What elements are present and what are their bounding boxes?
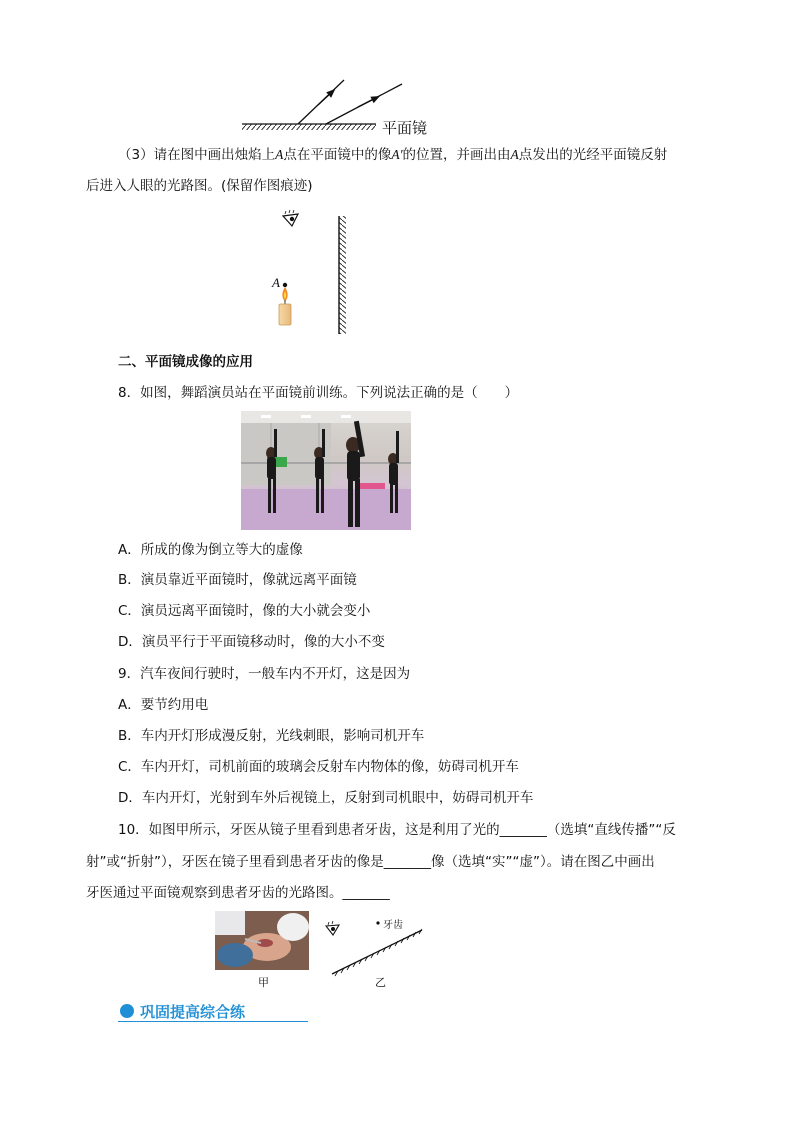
q10-line2: 射”或“折射”），牙医在镜子里看到患者牙齿的像是_______像（选填“实”“虚”）。请在图乙中画出 <box>86 854 655 870</box>
q9-option-a: A．要节约用电 <box>118 697 209 713</box>
point-a-label: A <box>275 147 284 162</box>
q9-option-d: D．车内开灯，光射到车外后视镜上，反射到司机眼中，妨碍司机开车 <box>118 790 534 806</box>
fig-jia-label: 甲 <box>258 976 269 989</box>
mirror-label: 平面镜 <box>382 119 428 137</box>
q7-3-line2: 后进入人眼的光路图。(保留作图痕迹) <box>86 178 313 194</box>
q7-3-text-a: （3）请在图中画出烛焰上 <box>118 147 276 163</box>
q8-option-b: B．演员靠近平面镜时，像就远离平面镜 <box>118 572 357 588</box>
q10-line1: 10．如图甲所示，牙医从镜子里看到患者牙齿，这是利用了光的_______（选填“直线传播”“反 <box>118 822 676 838</box>
fig-yi-label: 乙 <box>375 976 386 989</box>
circle-bullet-icon <box>120 1004 134 1018</box>
banner-underline <box>118 1021 308 1022</box>
q7-3-text-d: 点发出的光经平面镜反射 <box>518 147 668 163</box>
q9-option-b: B．车内开灯形成漫反射，光线刺眼，影响司机开车 <box>118 728 425 744</box>
point-a-label-2: A <box>510 147 519 162</box>
point-a-prime-label: A′ <box>391 147 403 162</box>
section-3-banner <box>118 1001 308 1023</box>
q8-stem: 8．如图，舞蹈演员站在平面镜前训练。下列说法正确的是（ ） <box>118 385 519 401</box>
eye-icon-2 <box>326 921 339 935</box>
section-2-title: 二、平面镜成像的应用 <box>118 354 253 370</box>
q7-3-text-c: 的位置，并画出由 <box>402 147 511 163</box>
section-3-title: 巩固提高综合练 <box>140 1003 246 1021</box>
q8-option-d: D．演员平行于平面镜移动时，像的大小不变 <box>118 634 385 650</box>
slanted-mirror <box>332 929 422 976</box>
q9-stem: 9．汽车夜间行驶时，一般车内不开灯，这是因为 <box>118 666 411 682</box>
q7-3-text-b: 点在平面镜中的像 <box>283 147 392 163</box>
q8-option-a: A．所成的像为倒立等大的虚像 <box>118 542 303 558</box>
tooth-point <box>376 921 379 924</box>
tooth-label: 牙齿 <box>383 920 403 931</box>
q10-line3: 牙医通过平面镜观察到患者牙齿的光路图。_______ <box>86 885 390 901</box>
q9-option-c: C．车内开灯，司机前面的玻璃会反射车内物体的像，妨碍司机开车 <box>118 759 519 775</box>
candle-point-label: A <box>272 275 280 290</box>
q8-option-c: C．演员远离平面镜时，像的大小就会变小 <box>118 603 371 619</box>
